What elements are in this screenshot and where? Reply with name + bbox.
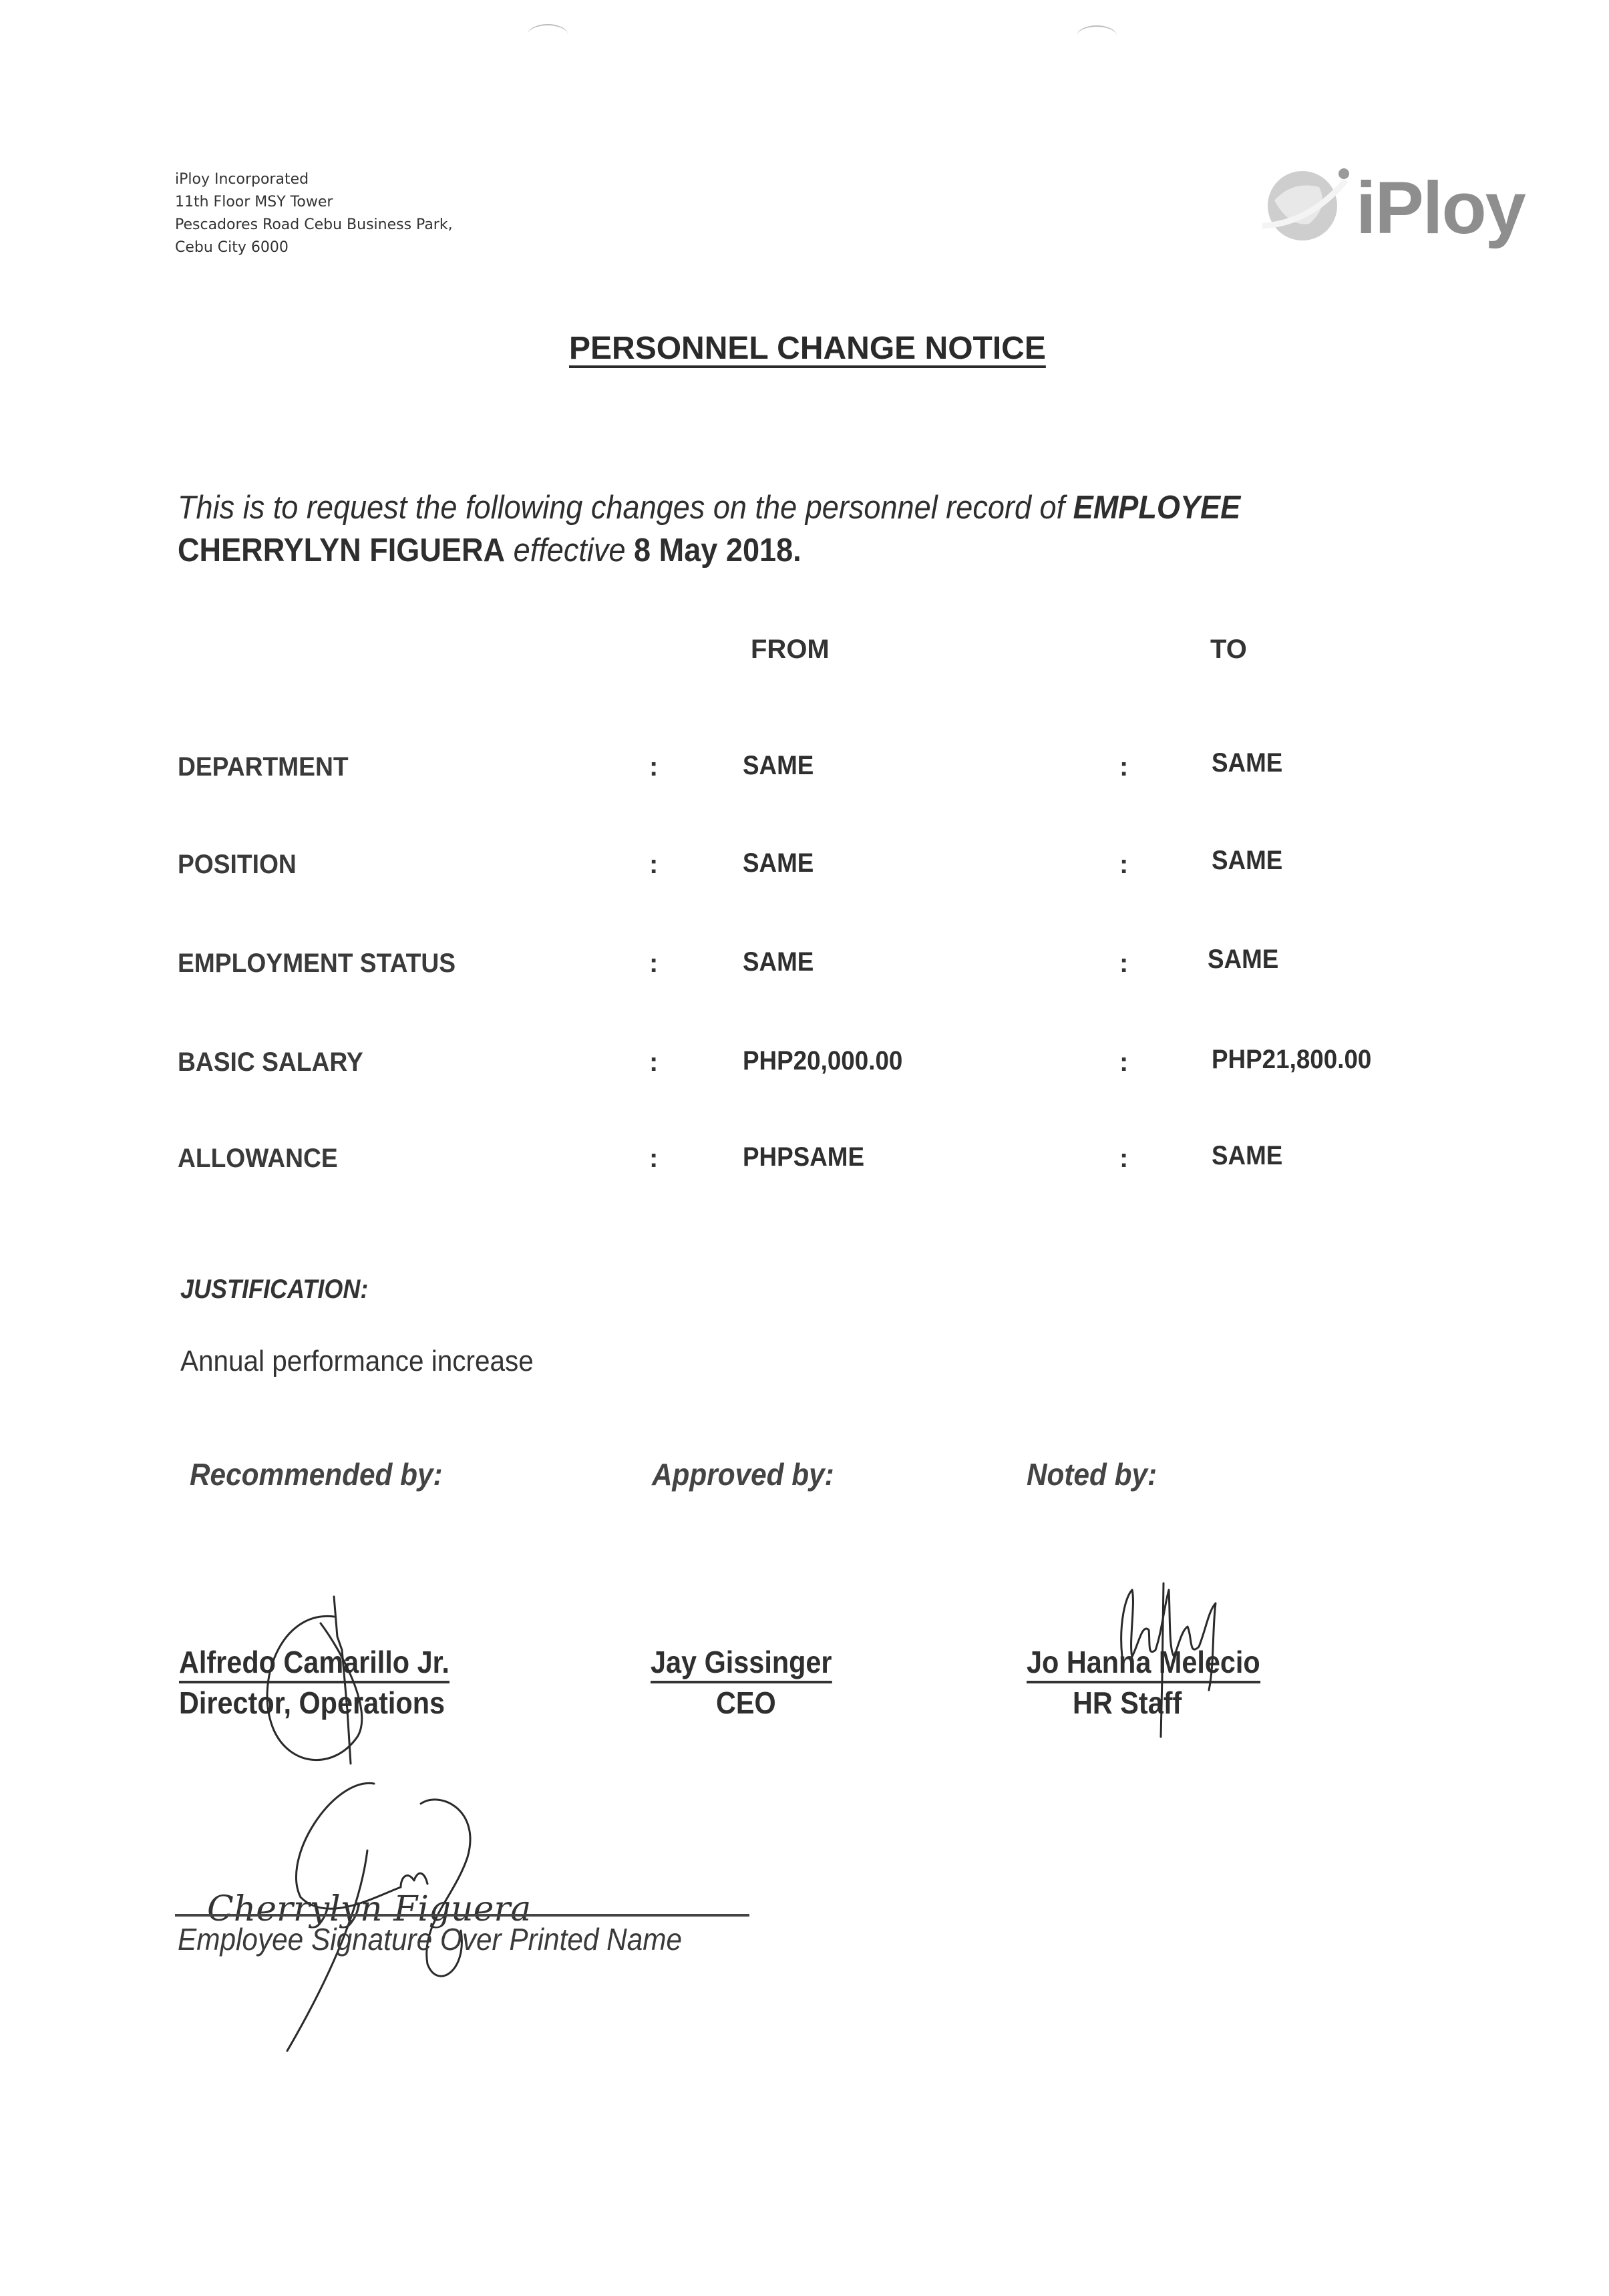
to-value: SAME [1208, 945, 1279, 974]
address-line: iPloy Incorporated [175, 171, 309, 188]
recommender-name: Alfredo Camarillo Jr. [179, 1645, 450, 1683]
signature-line [175, 1914, 749, 1917]
separator: : [649, 752, 659, 782]
employee-name: CHERRYLYN FIGUERA [178, 532, 506, 568]
noter-signature [1115, 1583, 1289, 1730]
separator: : [1119, 850, 1129, 879]
from-value: PHP20,000.00 [743, 1046, 903, 1076]
document-title: PERSONNEL CHANGE NOTICE [569, 331, 1046, 366]
row-label-department: DEPARTMENT [178, 752, 349, 782]
employee-handwritten-name: Cherrylyn Figuera [207, 1889, 532, 1929]
row-label-allowance: ALLOWANCE [178, 1144, 338, 1173]
to-value: SAME [1212, 846, 1283, 875]
intro-paragraph [178, 486, 1240, 572]
separator: : [1119, 1047, 1129, 1077]
recommender-title: Director, Operations [179, 1685, 445, 1720]
row-label-basic-salary: BASIC SALARY [178, 1047, 363, 1077]
separator: : [649, 1144, 659, 1173]
scan-artifact [1077, 25, 1117, 47]
effective-date: 8 May 2018. [634, 532, 801, 568]
intro-employee-label: EMPLOYEE [1073, 490, 1241, 526]
to-value: PHP21,800.00 [1212, 1045, 1372, 1074]
address-line: Cebu City 6000 [175, 239, 289, 256]
employee-signature-caption: Employee Signature Over Printed Name [178, 1922, 683, 1957]
to-value: SAME [1212, 1141, 1283, 1170]
row-label-employment-status: EMPLOYMENT STATUS [178, 949, 456, 978]
approver-name: Jay Gissinger [651, 1645, 832, 1683]
recommender-signature [254, 1597, 427, 1770]
separator: : [649, 1047, 659, 1077]
to-column-header: TO [1210, 635, 1247, 664]
noted-by-label: Noted by: [1027, 1457, 1157, 1492]
intro-text: This is to request the following changes on the personnel record of [178, 490, 1065, 526]
from-value: SAME [743, 848, 814, 878]
separator: : [649, 949, 659, 978]
justification-text: Annual performance increase [180, 1345, 534, 1377]
employee-signature [200, 1770, 574, 2051]
separator: : [1119, 752, 1129, 782]
from-column-header: FROM [751, 635, 830, 664]
from-value: PHPSAME [743, 1142, 864, 1172]
company-logo [1256, 160, 1525, 249]
to-value: SAME [1212, 748, 1283, 778]
approver-title: CEO [716, 1685, 776, 1720]
noter-name: Jo Hanna Melecio [1027, 1645, 1260, 1683]
effective-label: effective [513, 532, 626, 568]
justification-label: JUSTIFICATION: [180, 1275, 369, 1304]
globe-icon [1256, 160, 1356, 247]
from-value: SAME [743, 947, 814, 977]
scan-artifact [528, 24, 568, 45]
address-line: 11th Floor MSY Tower [175, 194, 333, 210]
logo-wordmark: iPloy [1356, 167, 1525, 249]
address-line: Pescadores Road Cebu Business Park, [175, 216, 453, 233]
recommended-by-label: Recommended by: [190, 1457, 443, 1492]
separator: : [1119, 1144, 1129, 1173]
noter-title: HR Staff [1073, 1685, 1182, 1720]
from-value: SAME [743, 751, 814, 780]
approved-by-label: Approved by: [652, 1457, 834, 1492]
separator: : [1119, 949, 1129, 978]
company-address [175, 168, 453, 259]
row-label-position: POSITION [178, 850, 297, 879]
separator: : [649, 850, 659, 879]
